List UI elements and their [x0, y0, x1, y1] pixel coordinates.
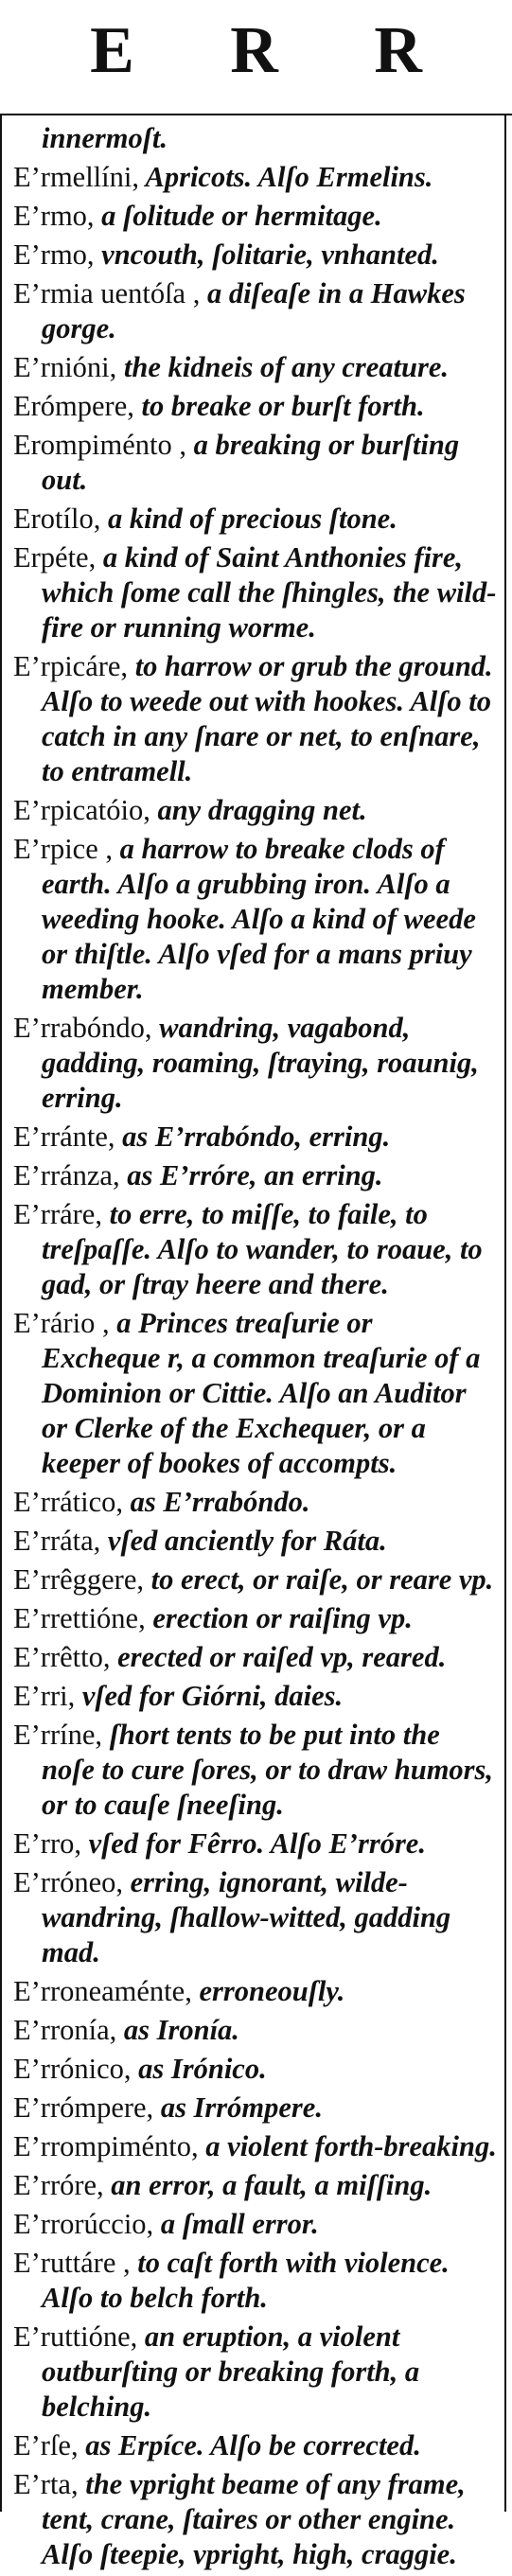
- dictionary-entry: [13, 389, 498, 424]
- entry-definition: wandring, vagabond, gadding, roaming, ſtraying, roaunig, erring.: [42, 1012, 479, 1114]
- entry-definition: a Princes treaſurie or Excheque r, a common treaſurie of a Dominion or Cittie. Alſo an Auditor or Clerke of the Exchequer, or a keeper of bookes of accompts.: [42, 1307, 481, 1479]
- dictionary-entry: [13, 2467, 498, 2572]
- entry-headword: E’rrónico,: [13, 2053, 132, 2085]
- entry-headword: E’ruttióne,: [13, 2320, 138, 2353]
- dictionary-entry: [13, 649, 498, 789]
- entry-definition: as E’rróre, an erring.: [119, 1159, 383, 1191]
- left-column-rule: [0, 114, 2, 2512]
- entry-headword: E’rmo,: [13, 200, 95, 232]
- entry-definition: an eruption, a violent outburſting or breaking forth, a belching.: [42, 2320, 420, 2423]
- entry-definition: a kind of Saint Anthonies fire, which ſome call the ſhingles, the wild-fire or running worme.: [42, 541, 497, 644]
- entry-headword: E’ruttáre ,: [13, 2247, 131, 2279]
- entry-headword: E’rmia uentóſa ,: [13, 277, 201, 309]
- entry-headword: Erómpere,: [13, 390, 134, 422]
- dictionary-entry: [13, 1011, 498, 1116]
- entry-definition: vſed for Fêrro. Alſo E’rróre.: [80, 1827, 426, 1860]
- dictionary-entry: [13, 121, 498, 156]
- entry-headword: E’rróre,: [13, 2169, 104, 2201]
- entry-headword: E’rrático,: [13, 1486, 123, 1518]
- entry-definition: vſed for Giórni, daies.: [75, 1680, 344, 1712]
- dictionary-entry: [13, 199, 498, 234]
- dictionary-entry: [13, 1306, 498, 1481]
- entry-headword: E’rránte,: [13, 1120, 115, 1153]
- entry-definition: vſed anciently for Ráta.: [100, 1525, 387, 1557]
- entry-definition: an error, a fault, a miſſing.: [103, 2169, 433, 2201]
- entry-definition: as Irónico.: [131, 2053, 267, 2085]
- entry-headword: E’rrómpere,: [13, 2091, 154, 2124]
- entry-definition: erected or raiſed vp, reared.: [110, 1641, 447, 1673]
- entry-definition: a ſolitude or hermitage.: [94, 200, 382, 232]
- entry-definition: to harrow or grub the ground. Alſo to weede out with hookes. Alſo to catch in any ſnare or net, to enſnare, to entramell.: [42, 650, 493, 787]
- entry-headword: E’rro,: [13, 1827, 81, 1860]
- dictionary-entry: [13, 1562, 498, 1597]
- entry-headword: E’rróneo,: [13, 1866, 124, 1898]
- entry-headword: E’rta,: [13, 2468, 79, 2500]
- entry-headword: E’rpicatóio,: [13, 794, 150, 826]
- entry-definition: as E’rrabóndo, erring.: [115, 1120, 391, 1153]
- entry-definition: the vpright beame of any frame, tent, crane, ſtaires or other engine. Alſo ſteepie, vpright, high, craggie.: [42, 2468, 466, 2570]
- dictionary-entry: [13, 1826, 498, 1861]
- dictionary-entry: [13, 1158, 498, 1193]
- dictionary-entry: [13, 793, 498, 828]
- entry-headword: E’rſe,: [13, 2429, 79, 2461]
- entry-definition: as E’rrabóndo.: [123, 1486, 310, 1518]
- running-head: E R R: [90, 14, 462, 87]
- entry-headword: E’rrettióne,: [13, 1602, 146, 1634]
- entry-headword: E’rrabóndo,: [13, 1012, 152, 1044]
- dictionary-entry: [13, 1974, 498, 2009]
- entry-headword: E’rroneaménte,: [13, 1975, 192, 2007]
- dictionary-entry: [13, 276, 498, 346]
- entry-definition: a kind of precious ſtone.: [100, 503, 397, 535]
- dictionary-entry: [13, 502, 498, 537]
- dictionary-entry: [13, 2207, 498, 2242]
- entry-definition: as Erpíce. Alſo be corrected.: [78, 2429, 421, 2461]
- dictionary-entry: [13, 1601, 498, 1636]
- entry-headword: Erompiménto ,: [13, 429, 186, 461]
- dictionary-entry: [13, 1679, 498, 1714]
- entry-headword: E’rmo,: [13, 238, 95, 271]
- dictionary-entry: [13, 832, 498, 1007]
- dictionary-entry: [13, 2129, 498, 2164]
- entry-definition: innermoſt.: [42, 122, 168, 154]
- entry-list: [13, 121, 498, 2576]
- entry-headword: Erpéte,: [13, 541, 97, 573]
- entry-headword: Erotílo,: [13, 503, 101, 535]
- dictionary-entry: [13, 2091, 498, 2126]
- entry-definition: to caſt forth with violence. Alſo to belch forth.: [42, 2247, 450, 2314]
- dictionary-entry: [13, 1865, 498, 1970]
- entry-headword: E’rráta,: [13, 1525, 101, 1557]
- entry-definition: to erre, to miſſe, to faile, to treſpaſſe. Alſo to wander, to roaue, to gad, or ſtray heere and there.: [42, 1198, 483, 1300]
- entry-definition: a violent forth-breaking.: [198, 2130, 497, 2162]
- entry-definition: the kidneis of any creature.: [116, 351, 450, 383]
- dictionary-entry: [13, 2168, 498, 2203]
- entry-definition: a harrow to breake clods of earth. Alſo a grubbing iron. Alſo a weeding hooke. Alſo a kind of weede or thiſtle. Alſo vſed for a mans priuy member.: [42, 833, 476, 1005]
- dictionary-entry: [13, 1485, 498, 1520]
- entry-headword: E’rmellíni,: [13, 161, 139, 193]
- entry-definition: erection or raiſing vp.: [145, 1602, 413, 1634]
- dictionary-entry: [13, 1197, 498, 1302]
- dictionary-entry: [13, 428, 498, 498]
- entry-headword: E’rrompiménto,: [13, 2130, 199, 2162]
- entry-headword: E’rránza,: [13, 1159, 120, 1191]
- dictionary-entry: [13, 1120, 498, 1155]
- entry-headword: E’rpicáre,: [13, 650, 129, 682]
- dictionary-entry: [13, 1640, 498, 1675]
- entry-headword: E’rrêggere,: [13, 1563, 144, 1596]
- entry-definition: a ſmall error.: [153, 2208, 319, 2240]
- entry-headword: E’rráre,: [13, 1198, 102, 1230]
- dictionary-entry: [13, 2246, 498, 2316]
- dictionary-entry: [13, 2013, 498, 2048]
- entry-headword: E’rronía,: [13, 2014, 117, 2046]
- entry-headword: E’rrêtto,: [13, 1641, 111, 1673]
- entry-definition: to erect, or raiſe, or reare vp.: [144, 1563, 494, 1596]
- dictionary-entry: [13, 2320, 498, 2425]
- entry-definition: any dragging net.: [150, 794, 367, 826]
- entry-definition: a diſeaſe in a Hawkes gorge.: [42, 277, 466, 344]
- dictionary-entry: [13, 1718, 498, 1823]
- dictionary-entry: [13, 350, 498, 385]
- dictionary-entry: [13, 160, 498, 195]
- entry-headword: E’rário ,: [13, 1307, 110, 1339]
- entry-headword: E’rnióni,: [13, 351, 117, 383]
- dictionary-entry: [13, 540, 498, 645]
- dictionary-entry: [13, 2428, 498, 2463]
- dictionary-entry: [13, 1524, 498, 1559]
- right-column-rule: [504, 114, 506, 2512]
- entry-headword: E’rrorúccio,: [13, 2208, 154, 2240]
- entry-headword: E’rri,: [13, 1680, 76, 1712]
- entry-definition: to breake or burſt forth.: [133, 390, 425, 422]
- entry-headword: E’rríne,: [13, 1719, 102, 1751]
- entry-headword: E’rpice ,: [13, 833, 113, 865]
- entry-definition: ſhort tents to be put into the noſe to cure ſores, or to draw humors, or to cauſe ſneeſing.: [42, 1719, 494, 1821]
- entry-definition: Apricots. Alſo Ermelins.: [138, 161, 433, 193]
- entry-definition: as Irrómpere.: [153, 2091, 323, 2124]
- entry-definition: erring, ignorant, wilde-wandring, ſhallow-witted, gadding mad.: [42, 1866, 451, 1968]
- page-header: [0, 0, 512, 115]
- entry-definition: a breaking or burſting out.: [42, 429, 460, 496]
- dictionary-entry: [13, 238, 498, 273]
- entry-definition: erroneouſly.: [191, 1975, 345, 2007]
- entry-definition: as Ironía.: [116, 2014, 239, 2046]
- entry-definition: vncouth, ſolitarie, vnhanted.: [94, 238, 439, 271]
- dictionary-entry: [13, 2052, 498, 2087]
